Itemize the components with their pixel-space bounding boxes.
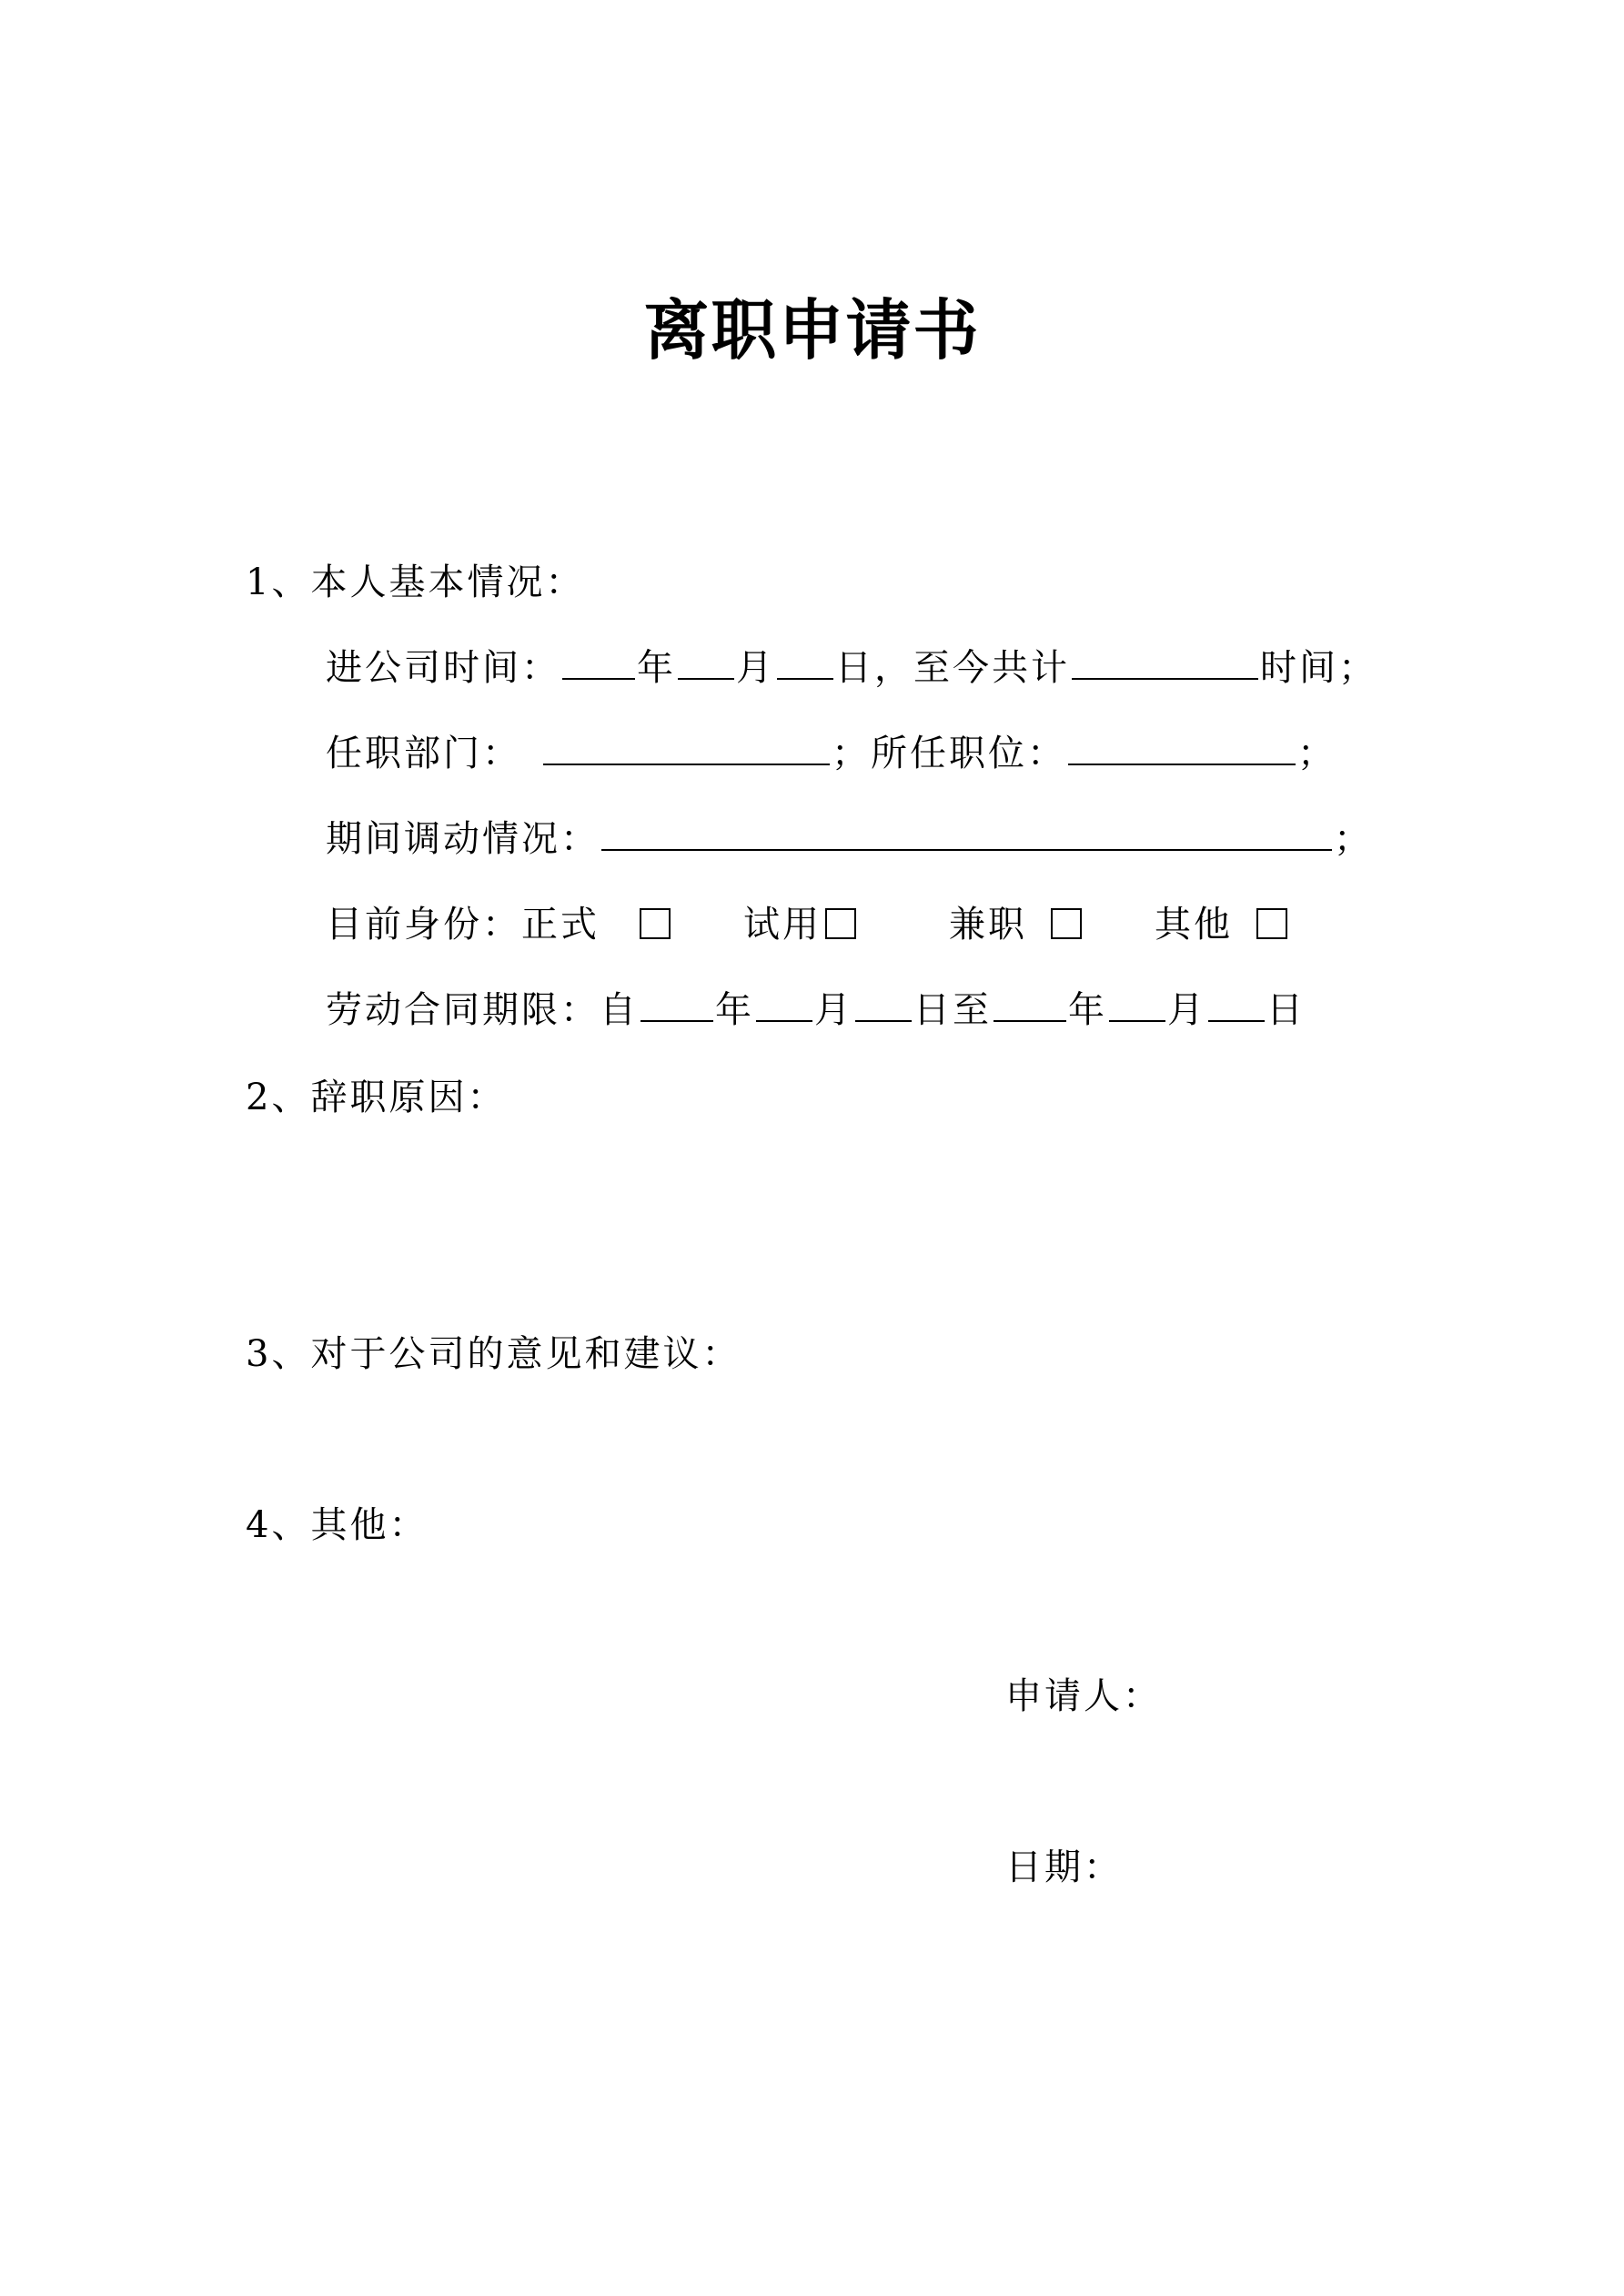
department-end-text: ； [1297,733,1337,774]
month-text: 月 [736,647,775,689]
transfer-label: 期间调动情况： [326,818,600,860]
status-parttime-checkbox[interactable] [1051,908,1082,939]
document-title: 离职申请书 [643,292,981,369]
entry-month-field[interactable] [678,647,734,680]
entry-date-label: 进公司时间： [326,647,560,689]
contract-month-text: 月 [814,989,853,1031]
department-label: 任职部门： [326,733,521,774]
department-field[interactable] [543,733,830,765]
contract-start-year-field[interactable] [641,989,713,1022]
contract-start-month-field[interactable] [756,989,812,1022]
contract-start-day-field[interactable] [855,989,912,1022]
transfer-row [326,814,1373,865]
day-sep-text: 日，至今共计 [835,647,1070,689]
contract-end-day-field[interactable] [1208,989,1265,1022]
status-label: 目前身份： [326,904,521,946]
contract-year2-text: 年 [1068,989,1107,1031]
section-1-heading: 1、本人基本情况： [246,561,585,603]
position-field[interactable] [1068,733,1296,765]
transfer-field[interactable] [601,818,1332,851]
entry-end-text: 时间； [1260,647,1377,689]
status-option-parttime-label: 兼职 [949,904,1027,946]
entry-year-field[interactable] [562,647,635,680]
entry-date-row [326,642,1377,693]
department-row [326,728,1337,779]
date-label: 日期： [1005,1846,1123,1888]
status-option-other-label: 其他 [1155,904,1233,946]
status-other-checkbox[interactable] [1256,908,1287,939]
status-formal-checkbox[interactable] [640,908,671,939]
status-option-formal-label: 正式 [521,904,600,946]
status-option-trial-label: 试用 [743,904,822,946]
section-4-heading: 4、其他： [246,1504,429,1546]
contract-month2-text: 月 [1167,989,1206,1031]
contract-year-text: 年 [715,989,754,1031]
contract-label: 劳动合同期限：自 [326,989,639,1031]
contract-end-month-field[interactable] [1109,989,1165,1022]
position-label: ；所任职位： [832,733,1066,774]
tenure-field[interactable] [1072,647,1258,680]
contract-row [326,985,1306,1036]
section-3-heading: 3、对于公司的意见和建议： [246,1333,741,1375]
status-trial-checkbox[interactable] [825,908,856,939]
contract-day2-text: 日 [1266,989,1306,1031]
transfer-end-text: ； [1334,818,1373,860]
contract-end-year-field[interactable] [994,989,1066,1022]
status-row [326,899,1291,950]
section-2-heading: 2、辞职原因： [246,1077,507,1118]
applicant-label: 申请人： [1005,1675,1162,1717]
contract-to-text: 日至 [913,989,992,1031]
entry-day-field[interactable] [777,647,833,680]
year-text: 年 [637,647,676,689]
